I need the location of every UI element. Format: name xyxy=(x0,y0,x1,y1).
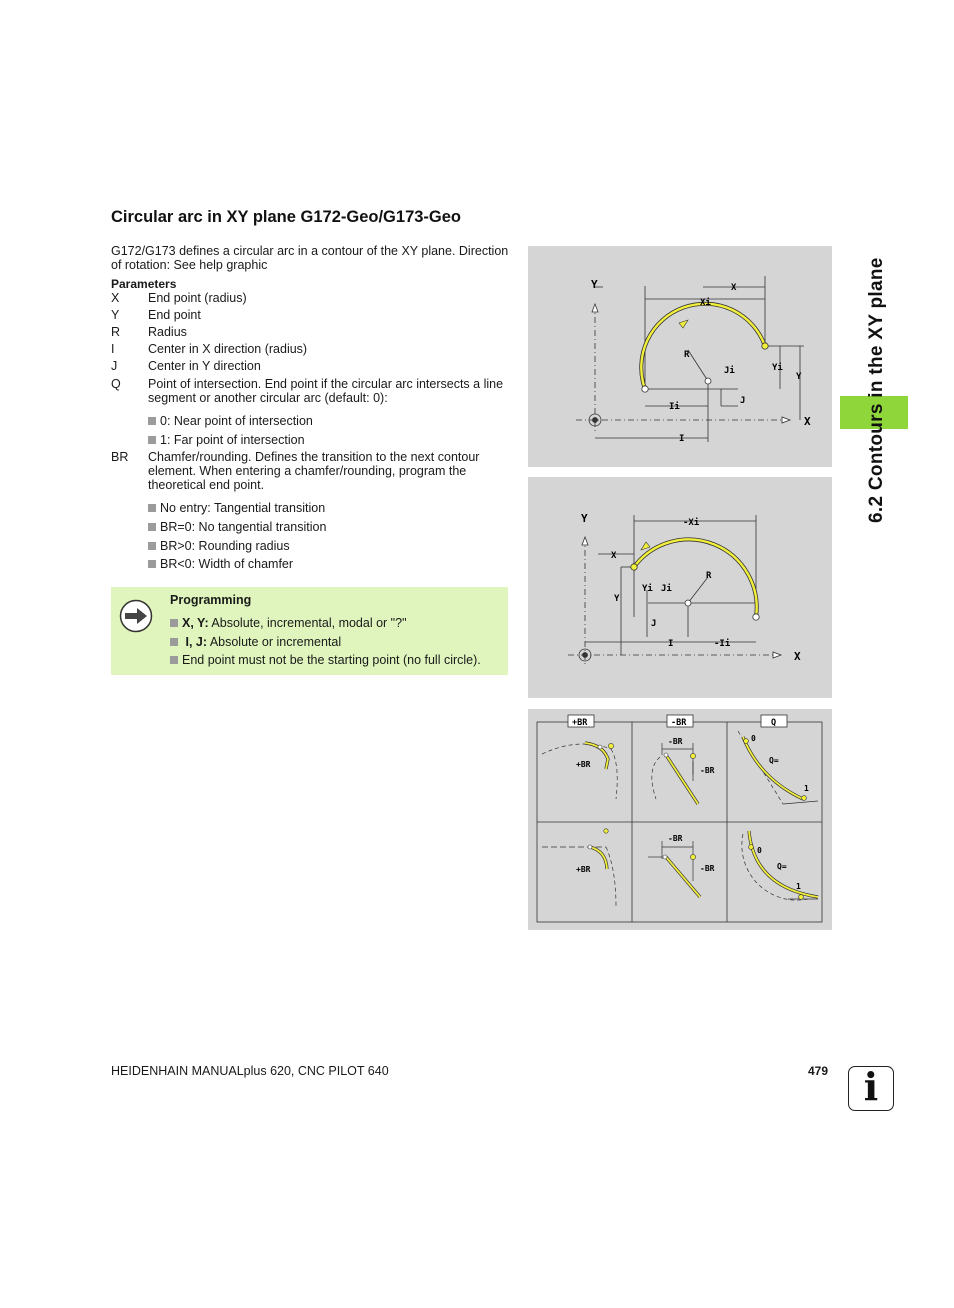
param-desc: Center in X direction (radius) xyxy=(148,342,308,356)
label-q-zero-top: 0 xyxy=(751,734,756,743)
arc-diagram-2 xyxy=(528,477,832,698)
label-x: X xyxy=(611,551,617,561)
label-x-axis: X xyxy=(804,415,811,428)
label-y-axis: Y xyxy=(581,512,588,525)
transition-diagram xyxy=(528,709,832,930)
label-r: R xyxy=(684,350,690,360)
figure-g173-arc xyxy=(528,477,832,698)
label-plus-br: +BR xyxy=(576,760,591,769)
label-yi: Yi xyxy=(642,584,653,594)
label-minus-br-bottom-side: -BR xyxy=(700,864,715,873)
label-y-dim: Y xyxy=(614,594,620,604)
q-option-1: 1: Far point of intersection xyxy=(148,433,305,447)
programming-note xyxy=(111,587,508,675)
param-key: I xyxy=(111,342,115,356)
programming-item-xy: X, Y: Absolute, incremental, modal or "?" xyxy=(170,616,407,630)
label-i: I xyxy=(679,434,685,444)
param-desc: Chamfer/rounding. Defines the transition to the next contour element. When entering a chamfer/rounding, program the theoretical end point. xyxy=(148,450,480,492)
param-key: Q xyxy=(111,377,121,391)
label-minus-ii: -Ii xyxy=(714,639,731,649)
label-q-eq-bottom: Q= xyxy=(777,862,787,871)
info-icon xyxy=(848,1066,894,1111)
chapter-title: 6.2 Contours in the XY plane xyxy=(866,257,887,523)
bullet-square-icon xyxy=(148,542,156,550)
header-plus-br: +BR xyxy=(572,718,588,728)
bullet-square-icon xyxy=(148,523,156,531)
arrow-right-icon xyxy=(119,599,153,633)
header-minus-br: -BR xyxy=(671,718,687,728)
label-minus-br-bottom-top: -BR xyxy=(668,834,683,843)
label-minus-br-top: -BR xyxy=(668,737,683,746)
label-minus-br-side: -BR xyxy=(700,766,715,775)
footer-manual-title: HEIDENHAIN MANUALplus 620, CNC PILOT 640 xyxy=(111,1064,389,1078)
label-plus-br-bottom: +BR xyxy=(576,865,591,874)
programming-item-ij: I, J: Absolute or incremental xyxy=(170,635,341,649)
label-minus-xi: -Xi xyxy=(683,518,700,528)
figure-g172-arc xyxy=(528,246,832,467)
info-glyph: i xyxy=(863,1064,879,1109)
label-q-eq-top: Q= xyxy=(769,756,779,765)
figure-br-q-variants xyxy=(528,709,832,930)
label-i: I xyxy=(668,639,674,649)
bullet-square-icon xyxy=(148,417,156,425)
label-y-axis: Y xyxy=(591,278,598,291)
label-x-axis: X xyxy=(794,650,801,663)
param-key: J xyxy=(111,359,118,373)
br-option-2: BR>0: Rounding radius xyxy=(148,539,290,553)
parameters-heading: Parameters xyxy=(111,277,177,291)
param-desc: End point (radius) xyxy=(148,291,247,305)
label-q-zero-bottom: 0 xyxy=(757,846,762,855)
section-title: Circular arc in XY plane G172-Geo/G173-Geo xyxy=(111,208,462,226)
label-q-one-top: 1 xyxy=(804,784,809,793)
label-y-dim: Y xyxy=(796,372,802,382)
param-desc: End point xyxy=(148,308,201,322)
bullet-square-icon xyxy=(170,619,178,627)
br-option-1: BR=0: No tangential transition xyxy=(148,520,326,534)
programming-item-endpoint: End point must not be the starting point (no full circle). xyxy=(170,653,481,667)
label-yi: Yi xyxy=(772,363,783,373)
q-option-0: 0: Near point of intersection xyxy=(148,414,313,428)
bullet-square-icon xyxy=(148,436,156,444)
param-key: X xyxy=(111,291,120,305)
label-ji: Ji xyxy=(661,584,672,594)
param-desc: Point of intersection. End point if the circular arc intersects a line segment or another circular arc (default: 0): xyxy=(148,377,504,405)
bullet-square-icon xyxy=(148,560,156,568)
param-key: BR xyxy=(111,450,129,464)
br-option-3: BR<0: Width of chamfer xyxy=(148,557,293,571)
param-desc: Center in Y direction xyxy=(148,359,261,373)
bullet-square-icon xyxy=(170,656,178,664)
bullet-square-icon xyxy=(170,638,178,646)
page-number: 479 xyxy=(808,1064,829,1078)
param-key: Y xyxy=(111,308,120,322)
label-xi: Xi xyxy=(700,298,711,308)
arc-diagram-1 xyxy=(528,246,832,467)
param-key: R xyxy=(111,325,121,339)
label-q-one-bottom: 1 xyxy=(796,882,801,891)
label-ji: Ji xyxy=(724,366,735,376)
label-ii: Ii xyxy=(669,402,680,412)
intro-text: G172/G173 defines a circular arc in a contour of the XY plane. Direction of rotation: See help graphic xyxy=(111,244,509,272)
bullet-square-icon xyxy=(148,504,156,512)
label-j: J xyxy=(740,396,746,406)
param-desc: Radius xyxy=(148,325,187,339)
programming-heading: Programming xyxy=(170,593,252,607)
br-option-0: No entry: Tangential transition xyxy=(148,501,325,515)
header-q: Q xyxy=(771,718,777,728)
label-j: J xyxy=(651,619,657,629)
label-x: X xyxy=(731,283,737,293)
label-r: R xyxy=(706,571,712,581)
